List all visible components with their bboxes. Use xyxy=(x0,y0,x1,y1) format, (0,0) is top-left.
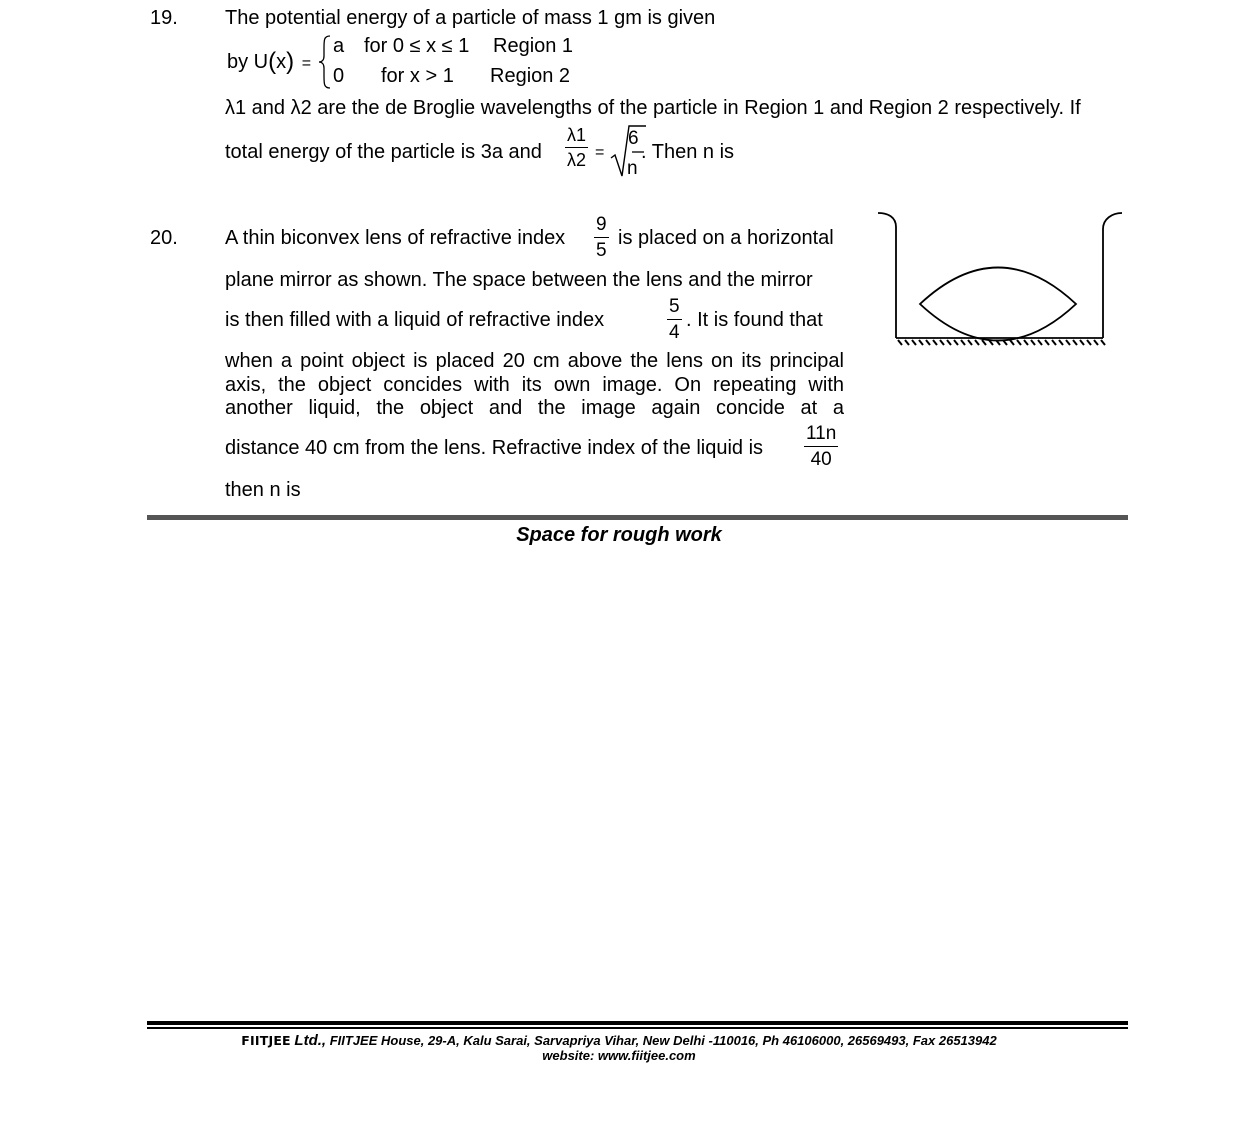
q19-lambda-ratio xyxy=(561,126,592,169)
q19-sqrt-numerator: 6 xyxy=(628,128,639,149)
q19-ratio-equals: = xyxy=(595,144,605,161)
q20-text-line-1-end: is placed on a horizontal xyxy=(618,227,834,249)
q20-text-line-5: axis, the object concides with its own image. On repeating with xyxy=(225,373,844,396)
footer-address-line xyxy=(0,1032,1238,1049)
question-number-20: 20. xyxy=(150,227,178,249)
footer-brand: FIITJEE xyxy=(241,1033,291,1048)
q19-text-line-1: The potential energy of a particle of mass 1 gm is given xyxy=(225,7,716,29)
footer-ltd: Ltd., xyxy=(294,1032,327,1049)
container-left-wall xyxy=(878,213,896,338)
q19-x-arg: x xyxy=(276,51,287,73)
footer-address: FIITJEE House, 29-A, Kalu Sarai, Sarvapriya Vihar, New Delhi -110016, Ph 46106000, 26569493, Fax 26513942 xyxy=(329,1033,997,1048)
q19-lambda-1: λ1 xyxy=(565,126,588,148)
q20-fraction-5-4 xyxy=(663,297,686,342)
question-number-19: 19. xyxy=(150,7,178,29)
q19-case-2-region: Region 2 xyxy=(490,65,571,87)
container-right-wall xyxy=(1103,213,1122,338)
q20-fraction-3-numerator: 11n xyxy=(804,424,838,447)
footer-website: website: www.fiitjee.com xyxy=(542,1048,696,1063)
q20-text-line-6: another liquid, the object and the image again concide at a xyxy=(225,397,844,419)
q20-text-line-2: plane mirror as shown. The space between the lens and the mirror xyxy=(225,269,813,291)
rough-work-separator xyxy=(147,515,1128,520)
q19-potential-label: by U(x) = xyxy=(227,48,312,75)
q20-fraction-11n-40 xyxy=(800,424,842,469)
q20-text-line-3: is then filled with a liquid of refractive index xyxy=(225,309,605,331)
q19-brace-icon xyxy=(318,34,332,90)
q20-fraction-1-numerator: 9 xyxy=(594,215,609,238)
q20-text-line-8: then n is xyxy=(225,479,301,501)
rough-work-heading: Space for rough work xyxy=(516,524,722,546)
q20-text-line-7: distance 40 cm from the lens. Refractive index of the liquid is xyxy=(225,437,764,459)
q20-fraction-9-5 xyxy=(590,215,613,260)
q20-text-line-1: A thin biconvex lens of refractive index xyxy=(225,227,566,249)
q19-lambda-2: λ2 xyxy=(567,150,587,170)
footer-rule-thick xyxy=(147,1021,1128,1025)
biconvex-lens xyxy=(920,268,1076,341)
q20-fraction-2-numerator: 5 xyxy=(667,297,682,320)
q19-by-u: by U xyxy=(227,51,269,73)
q19-text-line-3: λ1 and λ2 are the de Broglie wavelengths of the particle in Region 1 and Region 2 respectively. If xyxy=(225,97,1081,119)
q19-case-2-value: 0 xyxy=(333,65,345,87)
q19-text-line-4: total energy of the particle is 3a and xyxy=(225,141,542,163)
q19-case-2-condition: for x > 1 xyxy=(381,65,454,87)
q20-paragraph xyxy=(225,350,844,421)
q20-text-line-4: when a point object is placed 20 cm above the lens on its principal xyxy=(225,350,844,372)
q19-equals: = xyxy=(301,55,312,72)
q19-sqrt-denominator: n xyxy=(627,158,638,179)
q19-case-1-condition: for 0 ≤ x ≤ 1 xyxy=(364,35,470,57)
q20-fraction-3-denominator: 40 xyxy=(810,449,832,470)
lens-mirror-diagram xyxy=(872,205,1128,350)
q20-fraction-2-denominator: 4 xyxy=(669,322,680,343)
q19-case-1-region: Region 1 xyxy=(493,35,574,57)
q20-fraction-1-denominator: 5 xyxy=(596,240,607,261)
q20-text-line-3-end: . It is found that xyxy=(686,309,823,331)
q19-text-line-4-end: . Then n is xyxy=(641,141,735,163)
footer-rule-thin xyxy=(147,1027,1128,1029)
q19-case-1-value: a xyxy=(333,35,345,57)
